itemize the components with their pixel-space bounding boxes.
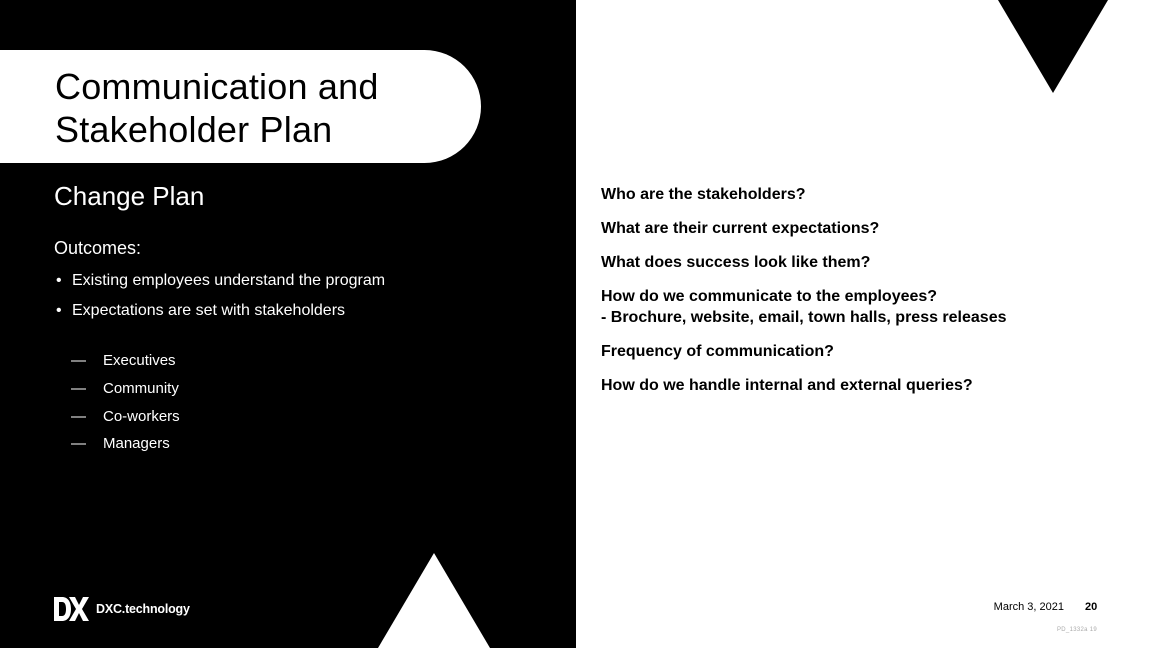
slide-title-line: Communication and (55, 66, 379, 107)
stakeholder-text: Co-workers (103, 407, 180, 425)
question-item (601, 252, 1007, 273)
question-text: What does success look like them? (601, 254, 871, 271)
outcome-text: Expectations are set with stakeholders (72, 302, 346, 319)
decorative-triangle-bottom (378, 553, 490, 648)
question-text: What are their current expectations? (601, 220, 880, 237)
question-item (601, 184, 1007, 205)
question-text: Who are the stakeholders? (601, 186, 806, 203)
stakeholder-item (71, 433, 180, 461)
slide-title (55, 65, 379, 151)
dash-icon: — (71, 352, 86, 369)
stakeholder-text: Executives (103, 352, 176, 369)
footer-date: March 3, 2021 (993, 601, 1064, 613)
stakeholder-item (71, 406, 180, 434)
decorative-triangle-top (998, 0, 1108, 93)
document-code: PD_1332a 19 (1057, 627, 1097, 633)
stakeholder-list (71, 350, 180, 461)
outcome-item (54, 270, 412, 291)
bullet-icon: • (56, 302, 62, 319)
dxc-logo (54, 597, 190, 621)
stakeholder-text: Community (103, 379, 179, 397)
outcome-item (54, 300, 412, 321)
question-text: How do we communicate to the employees? (601, 288, 938, 305)
question-item (601, 341, 1007, 362)
logo-wordmark: DXC.technology (96, 602, 190, 616)
outcome-text: Existing employees understand the program (72, 272, 386, 289)
stakeholder-text: Managers (103, 435, 170, 453)
bullet-icon: • (56, 272, 62, 289)
question-detail: - Brochure, website, email, town halls, press releases (601, 309, 1007, 326)
outcomes-list (54, 270, 412, 330)
outcomes-heading: Outcomes: (54, 238, 142, 258)
question-text: How do we handle internal and external queries? (601, 377, 973, 394)
dash-icon: — (71, 435, 86, 453)
dash-icon: — (71, 379, 86, 397)
questions-list (601, 184, 1007, 409)
question-item (601, 286, 1007, 328)
slide-title-line: Stakeholder Plan (55, 109, 333, 150)
page-number: 20 (1085, 601, 1098, 613)
question-text: Frequency of communication? (601, 343, 834, 360)
stakeholder-item (71, 350, 180, 378)
question-item (601, 375, 1007, 396)
dxc-logo-icon (54, 597, 89, 621)
stakeholder-item (71, 378, 180, 406)
slide-subtitle: Change Plan (54, 181, 205, 211)
dash-icon: — (71, 407, 86, 425)
question-item (601, 218, 1007, 239)
